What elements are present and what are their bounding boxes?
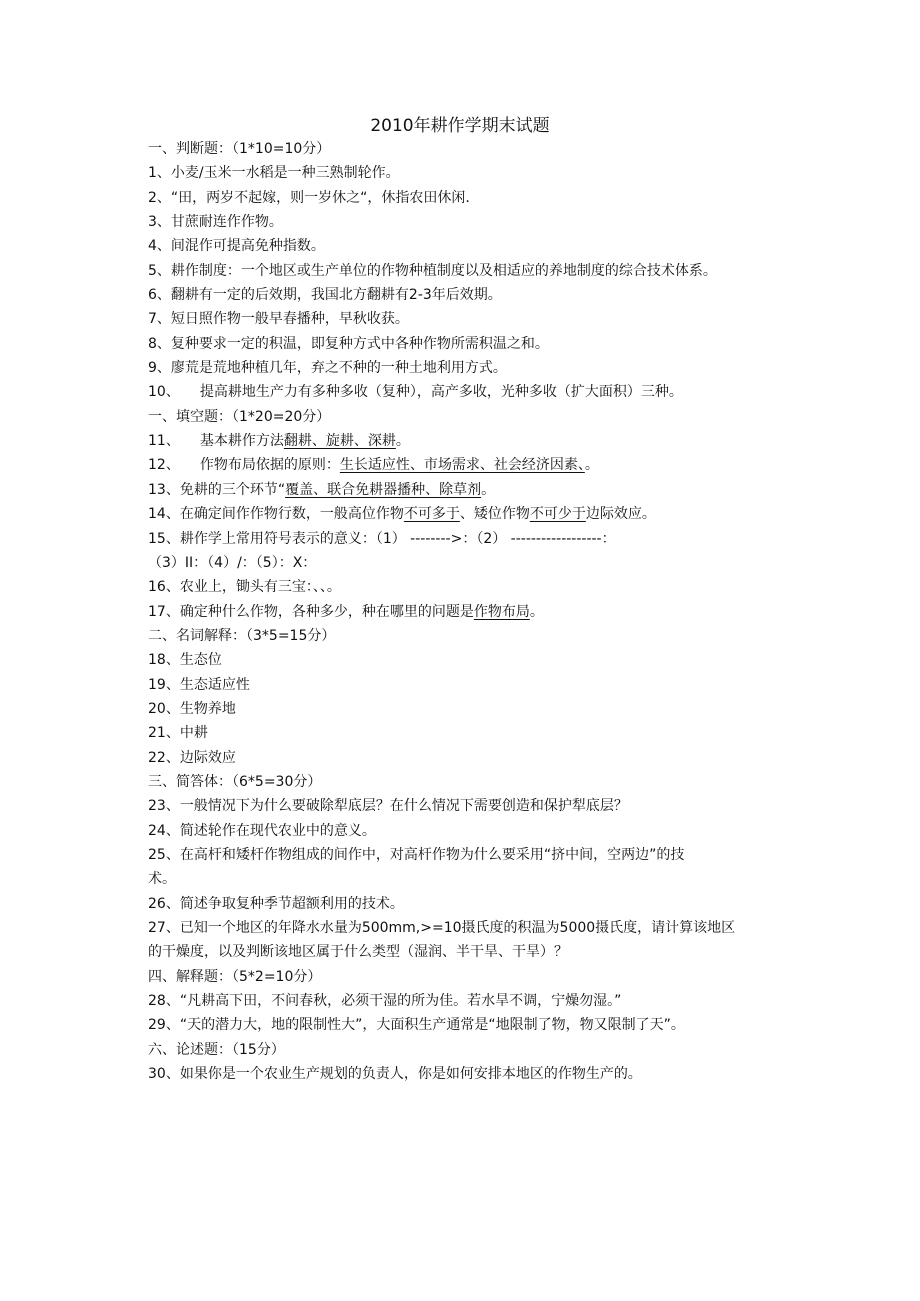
question-text-end: 边际效应。 xyxy=(585,506,656,523)
section-heading-fill-blank: 一、填空题：（1*20=20分） xyxy=(148,408,331,425)
question-15-line-1: 15、耕作学上常用符号表示的意义：（1） -------->：（2） ------------------： xyxy=(148,530,616,547)
question-22: 22、边际效应 xyxy=(148,749,236,766)
question-28: 28、“凡耕高下田，不问春秋，必须干湿的所为佳。若水旱不调，宁燥勿湿。” xyxy=(148,993,622,1010)
question-29: 29、“天的潜力大，地的限制性大”，大面积生产通常是“地限制了物，物又限制了天”。 xyxy=(148,1017,685,1034)
question-7: 7、短日照作物一般早春播种，早秋收获。 xyxy=(148,311,409,328)
question-1: 1、小麦/玉米一水稻是一种三熟制轮作。 xyxy=(148,165,400,182)
answer-underlined: 生长适应性、市场需求、社会经济因素、 xyxy=(339,457,585,474)
question-17 xyxy=(148,600,788,624)
question-27-line-2: 的干燥度，以及判断该地区属于什么类型（湿润、半干旱、干旱）？ xyxy=(148,944,568,961)
question-6: 6、翻耕有一定的后效期，我国北方翻耕有2-3年后效期。 xyxy=(148,287,502,304)
question-9: 9、廖荒是荒地种植几年，弃之不种的一种土地利用方式。 xyxy=(148,360,507,377)
question-5: 5、耕作制度：一个地区或生产单位的作物种植制度以及相适应的养地制度的综合技术体系。 xyxy=(148,262,717,279)
question-19: 19、生态适应性 xyxy=(148,676,250,693)
question-23: 23、一般情况下为什么要破除犁底层？在什么情况下需要创造和保护犁底层？ xyxy=(148,798,628,815)
question-number: 10、 xyxy=(148,384,180,401)
question-15-line-2: （3）II：（4）/：（5）：X： xyxy=(148,554,317,571)
section-heading-essay: 六、论述题：（15分） xyxy=(148,1041,285,1058)
question-14 xyxy=(148,502,788,526)
question-25-line-1: 25、在高杆和矮杆作物组成的间作中，对高杆作物为什么要采用“挤中间，空两边”的技 xyxy=(148,846,685,863)
question-24: 24、简述轮作在现代农业中的意义。 xyxy=(148,822,376,839)
question-text: 基本耕作方法 xyxy=(199,433,284,450)
question-number: 12、 xyxy=(148,457,180,474)
question-text-mid: 、矮位作物 xyxy=(459,506,530,523)
question-26: 26、简述争取复种季节超额利用的技术。 xyxy=(148,895,404,912)
question-text-end: 。 xyxy=(481,481,496,498)
question-30: 30、如果你是一个农业生产规划的负责人，你是如何安排本地区的作物生产的。 xyxy=(148,1066,642,1083)
question-text: 作物布局依据的原则： xyxy=(199,457,340,474)
question-text: 14、在确定间作作物行数，一般高位作物 xyxy=(148,506,404,523)
question-text: 17、确定种什么作物，各种多少，种在哪里的问题是 xyxy=(148,603,474,620)
question-8: 8、复种要求一定的积温，即复种方式中各种作物所需积温之和。 xyxy=(148,335,549,352)
question-27-line-1: 27、已知一个地区的年降水水量为500mm,>=10摄氏度的积温为5000摄氏度，请计算该地区 xyxy=(148,920,736,936)
question-4: 4、间混作可提高免种指数。 xyxy=(148,238,325,255)
answer-underlined-1: 不可多于 xyxy=(403,506,460,523)
question-11 xyxy=(148,429,788,453)
section-heading-explanation: 四、解释题：（5*2=10分） xyxy=(148,968,322,985)
question-text: 13、免耕的三个环节“ xyxy=(148,481,286,498)
question-16: 16、农业上，锄头有三宝：、、。 xyxy=(148,579,341,596)
answer-underlined: 翻耕、旋耕、深耕 xyxy=(283,433,396,450)
question-21: 21、中耕 xyxy=(148,725,208,742)
answer-underlined: 作物布局 xyxy=(473,603,530,620)
question-10 xyxy=(148,380,788,404)
question-list xyxy=(148,137,788,1086)
question-text-end: 。 xyxy=(395,433,410,450)
question-text: 提高耕地生产力有多种多收（复种），高产多收，光种多收（扩大面积）三种。 xyxy=(199,384,683,401)
question-20: 20、生物养地 xyxy=(148,700,236,717)
question-3: 3、甘蔗耐连作作物。 xyxy=(148,214,283,231)
answer-underlined-2: 不可少于 xyxy=(529,506,586,523)
question-text-end: 。 xyxy=(584,457,599,474)
page-title: 2010年耕作学期末试题 xyxy=(370,116,550,136)
question-18: 18、生态位 xyxy=(148,652,222,669)
question-12 xyxy=(148,453,788,477)
section-heading-terms: 二、名词解释：（3*5=15分） xyxy=(148,627,336,644)
section-heading-short-answer: 三、简答体：（6*5=30分） xyxy=(148,773,322,790)
question-2: 2、“田，两岁不起嫁，则一岁休之“，休指农田休闲. xyxy=(148,189,470,206)
question-25-line-2: 术。 xyxy=(148,871,176,888)
question-13 xyxy=(148,478,788,502)
question-text-end: 。 xyxy=(529,603,544,620)
question-number: 11、 xyxy=(148,433,180,450)
section-heading-judgment: 一、判断题：（1*10=10分） xyxy=(148,141,331,157)
answer-underlined: 覆盖、联合免耕器播种、除草剂 xyxy=(285,481,482,498)
